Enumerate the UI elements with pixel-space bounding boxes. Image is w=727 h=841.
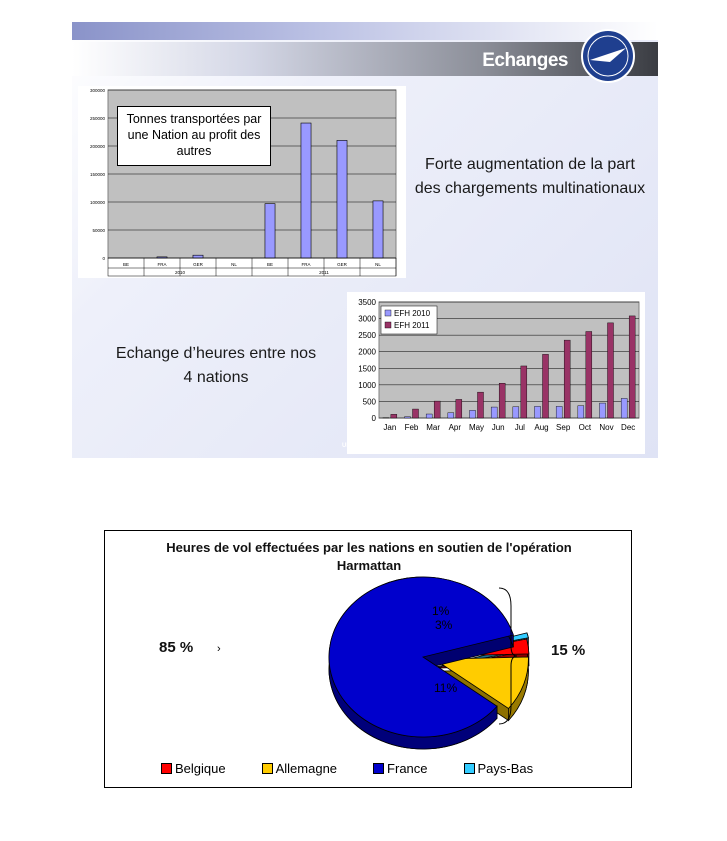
chart2-bar-2010: [578, 406, 584, 418]
chart1-xtick-label: NL: [375, 262, 381, 267]
classification-label: UNCLASSIFIED: [342, 443, 387, 449]
hours-exchange-caption: [106, 342, 326, 390]
tonnage-caption-line2: une Nation au profit des: [127, 128, 261, 142]
chart2-ytick-label: 1000: [358, 380, 376, 390]
chart2-xtick-label: Apr: [448, 423, 462, 432]
chart2-legend-label: EFH 2011: [394, 321, 430, 330]
chart1-ytick-label: 200000: [89, 144, 105, 149]
chart2-bar-2010: [556, 406, 562, 418]
chart2-bar-2011: [521, 366, 527, 418]
efh-monthly-bar-chart: [347, 292, 645, 454]
chart2-bar-2011: [586, 331, 592, 418]
chart1-bar: [265, 204, 275, 258]
pie-legend: [161, 761, 569, 776]
arrow-marker-icon: ›: [217, 643, 221, 655]
chart1-bar: [301, 123, 311, 258]
chart2-xtick-label: Aug: [534, 423, 549, 432]
chart2-bar-2011: [629, 316, 635, 418]
chart2-ytick-label: 500: [362, 397, 376, 407]
chart1-ytick-label: 50000: [92, 228, 105, 233]
chart1-xtick-label: BE: [266, 262, 274, 267]
pays-bas-pct-label: 1%: [432, 604, 450, 618]
hours-exchange-caption-line1: Echange d’heures entre nos: [115, 345, 317, 362]
chart1-xtick-label: GER: [337, 262, 347, 267]
chart1-ytick-label: 300000: [89, 88, 105, 93]
chart2-bar-2010: [513, 407, 519, 418]
france-share-label: 85 %: [159, 639, 194, 656]
chart2-legend-label: EFH 2010: [394, 309, 431, 318]
chart1-bar: [373, 201, 383, 258]
pie-legend-label: Allemagne: [275, 761, 338, 776]
belgique-pct-label: 3%: [435, 618, 453, 632]
chart2-bar-2011: [608, 323, 614, 418]
chart1-xtick-label: FRA: [301, 262, 311, 267]
chart2-bar-2010: [600, 403, 606, 418]
chart2-ytick-label: 1500: [358, 364, 376, 374]
chart2-bar-2010: [448, 413, 454, 418]
chart2-bar-2011: [413, 409, 419, 418]
chart2-xtick-label: Dec: [621, 423, 636, 432]
slide-top-band: [72, 22, 658, 40]
chart1-bar: [193, 255, 203, 258]
chart2-bar-2011: [543, 354, 549, 418]
chart2-ytick-label: 2500: [358, 331, 376, 341]
chart2-bar-2011: [456, 399, 462, 418]
pie-legend-item: [373, 761, 427, 776]
chart2-ytick-label: 2000: [358, 347, 376, 357]
pie-legend-label: Belgique: [175, 761, 226, 776]
multinational-caption: [410, 153, 650, 201]
chart2-bar-2010: [470, 410, 476, 418]
chart2-bar-2011: [564, 340, 570, 418]
slide-title-bar: [72, 42, 658, 76]
pie-legend-swatch: [464, 763, 475, 774]
slide-panel: [72, 22, 658, 458]
brace-icon: [497, 586, 519, 726]
pie-title-line2: Harmattan: [336, 558, 402, 573]
allemagne-pct-label: 11%: [434, 681, 458, 695]
pie-chart-panel: [104, 530, 632, 788]
chart2-bar-2010: [535, 406, 541, 418]
chart2-bar-2010: [491, 407, 497, 418]
chart1-ytick-label: 250000: [89, 116, 105, 121]
chart2-bar-2010: [426, 414, 432, 418]
chart2-xtick-label: Jul: [514, 423, 525, 432]
pie-legend-label: Pays-Bas: [477, 761, 534, 776]
pie-legend-swatch: [262, 763, 273, 774]
chart1-xtick-label: BE: [122, 262, 130, 267]
chart2-ytick-label: 3000: [358, 314, 376, 324]
chart2-xtick-label: Jun: [491, 423, 505, 432]
chart2-legend-swatch: [385, 310, 391, 316]
chart1-ytick-label: 100000: [89, 200, 105, 205]
chart2-bar-2011: [478, 392, 484, 418]
tonnage-caption-line3: autres: [176, 144, 212, 158]
pie-legend-swatch: [373, 763, 384, 774]
chart2-bar-2010: [405, 417, 411, 418]
chart2-xtick-label: May: [468, 423, 485, 432]
chart2-legend-swatch: [385, 322, 391, 328]
chart2-bar-2011: [434, 401, 440, 418]
chart2-xtick-label: Nov: [599, 423, 614, 432]
hours-exchange-caption-line2: 4 nations: [183, 369, 249, 386]
chart2-xtick-label: Jan: [383, 423, 397, 432]
pie-title-line1: Heures de vol effectuées par les nations en soutien de l'opération: [166, 540, 572, 555]
chart1-ytick-label: 150000: [89, 172, 105, 177]
chart2-bar-2011: [499, 383, 505, 418]
multinational-caption-line2: des chargements multinationaux: [414, 180, 646, 197]
pie-legend-swatch: [161, 763, 172, 774]
chart2-bar-2011: [391, 414, 397, 418]
slide-title: Echanges: [482, 50, 568, 71]
emblem-logo-icon: [580, 28, 636, 84]
pie-legend-item: [464, 761, 534, 776]
chart2-bar-2010: [621, 398, 627, 418]
pie-legend-item: [262, 761, 337, 776]
others-share-label: 15 %: [551, 642, 586, 659]
chart2-xtick-label: Oct: [578, 423, 592, 432]
tonnage-caption-box: [117, 106, 271, 166]
chart2-xtick-label: Sep: [556, 423, 571, 432]
tonnage-caption-line1: Tonnes transportées par: [126, 112, 262, 126]
chart1-group-label: 2011: [319, 270, 329, 275]
pie-legend-item: [161, 761, 226, 776]
chart1-ytick-label: 0: [102, 256, 105, 261]
chart2-legend: [381, 306, 437, 334]
chart2-xtick-label: Mar: [426, 423, 441, 432]
chart1-group-label: 2010: [174, 270, 186, 275]
chart2-ytick-label: 3500: [358, 298, 376, 307]
chart1-xtick-label: NL: [231, 262, 237, 267]
chart1-bar: [337, 140, 347, 258]
multinational-caption-line1: Forte augmentation de la part: [425, 156, 635, 173]
chart2-xtick-label: Feb: [404, 423, 419, 432]
chart1-xtick-label: FRA: [157, 262, 167, 267]
pie-legend-label: France: [387, 761, 428, 776]
chart1-xtick-label: GER: [193, 262, 203, 267]
chart2-ytick-label: 0: [371, 414, 376, 423]
